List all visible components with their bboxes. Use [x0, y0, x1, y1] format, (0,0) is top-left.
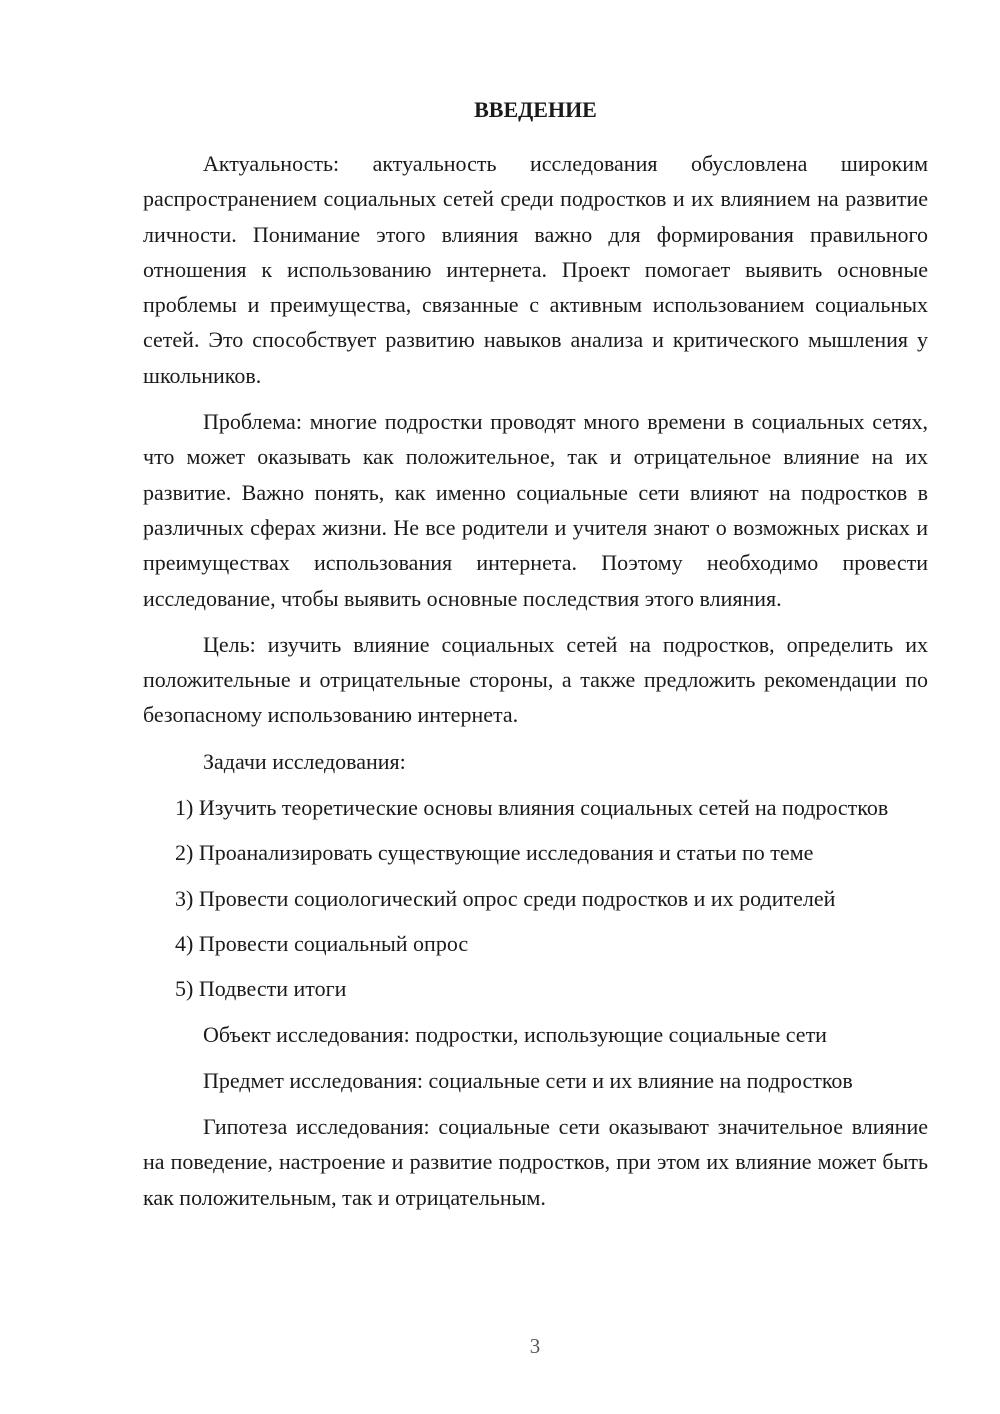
page-number: 3: [529, 1334, 541, 1358]
problem-paragraph: Проблема: многие подростки проводят много времени в социальных сетях, что может оказывать как положительное, так и отрицательное влияние на их развитие. Важно понять, как именно социальные сети влияют на подростков в различных сферах жизни. Не все родители и учителя знают о возможных рисках и преимуществах использования интернета. Поэтому необходимо провести исследование, чтобы выявить основные последствия этого влияния.: [143, 409, 928, 611]
tasks-heading: Задачи исследования:: [203, 748, 406, 774]
task-item: 5) Подвести итоги: [175, 976, 347, 1002]
task-item: 3) Провести социологический опрос среди подростков и их родителей: [175, 885, 836, 911]
task-item: 2) Проанализировать существующие исследования и статьи по теме: [175, 840, 814, 866]
task-item: 1) Изучить теоретические основы влияния социальных сетей на подростков: [175, 795, 889, 821]
object-paragraph: Объект исследования: подростки, использующие социальные сети: [203, 1021, 827, 1047]
task-item: 4) Провести социальный опрос: [175, 930, 469, 956]
hypothesis-paragraph: Гипотеза исследования: социальные сети оказывают значительное влияние на поведение, настроение и развитие подростков, при этом их влияние может быть как положительным, так и отрицательным.: [143, 1114, 928, 1210]
goal-paragraph: Цель: изучить влияние социальных сетей на подростков, определить их положительные и отрицательные стороны, а также предложить рекомендации по безопасному использованию интернета.: [143, 631, 928, 728]
section-title: ВВЕДЕНИЕ: [474, 97, 597, 122]
subject-paragraph: Предмет исследования: социальные сети и их влияние на подростков: [203, 1067, 853, 1093]
document-page: [143, 96, 928, 1226]
relevance-paragraph: Актуальность: актуальность исследования обусловлена широким распространением социальных сетей среди подростков и их влиянием на развитие личности. Понимание этого влияния важно для формирования правильного отношения к использованию интернета. Проект помогает выявить основные проблемы и преимущества, связанные с активным использованием социальных сетей. Это способствует развитию навыков анализа и критического мышления у школьников.: [143, 151, 928, 388]
